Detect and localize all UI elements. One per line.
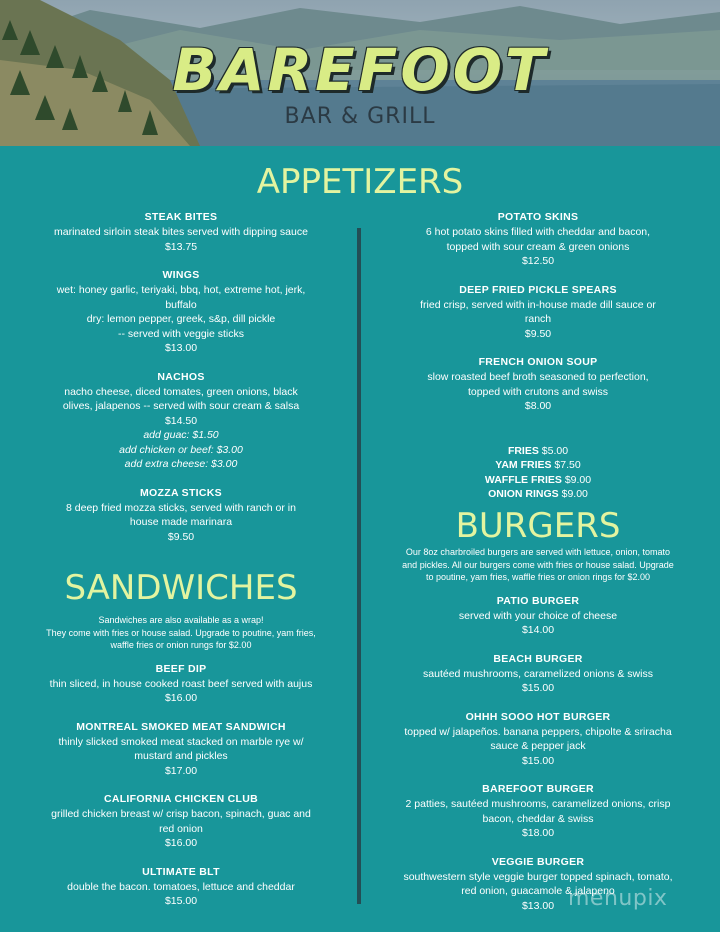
menu-item xyxy=(372,652,704,696)
item-name: POTATO SKINS xyxy=(497,211,579,223)
item-price: $13.00 xyxy=(164,342,198,354)
item-desc: olives, jalapenos -- served with sour cream & salsa xyxy=(62,400,300,412)
menu-item xyxy=(16,720,346,779)
item-price: $15.00 xyxy=(521,754,555,767)
note-line: Our 8oz charbroiled burgers are served with lettuce, onion, tomato xyxy=(405,547,671,557)
burgers-note xyxy=(372,546,704,584)
menu-item xyxy=(22,210,340,254)
item-price: $14.50 xyxy=(164,414,198,427)
side-name: ONION RINGS xyxy=(488,488,559,500)
item-name: OHHH SOOO HOT BURGER xyxy=(465,710,611,723)
item-desc: slow roasted beef broth seasoned to perfection, xyxy=(427,371,649,383)
item-desc: fried crisp, served with in-house made dill sauce or xyxy=(420,298,656,311)
item-price: $14.00 xyxy=(521,624,555,636)
item-name: FRENCH ONION SOUP xyxy=(478,356,598,368)
item-price: $13.00 xyxy=(521,899,555,912)
item-desc: 8 deep fried mozza sticks, served with ranch or in xyxy=(66,501,296,514)
item-desc: southwestern style veggie burger topped spinach, tomato, xyxy=(403,870,673,883)
side-name: WAFFLE FRIES xyxy=(484,473,562,486)
item-extra: add extra cheese: $3.00 xyxy=(124,458,238,470)
side-price: $5.00 xyxy=(541,444,569,457)
item-desc: bacon, cheddar & swiss xyxy=(482,812,594,825)
menu-item xyxy=(22,268,340,356)
item-price: $9.50 xyxy=(524,327,552,340)
item-desc: buffalo xyxy=(165,298,197,311)
side-item xyxy=(378,473,698,488)
burgers-title: BURGERS xyxy=(455,506,621,546)
item-desc: ranch xyxy=(524,313,552,325)
item-extra: add chicken or beef: $3.00 xyxy=(119,443,243,456)
header-banner xyxy=(0,0,720,146)
item-desc: mustard and pickles xyxy=(134,750,228,762)
item-desc: sauce & pepper jack xyxy=(490,740,586,752)
appetizers-left-column xyxy=(22,210,340,544)
item-desc: thin sliced, in house cooked roast beef served with aujus xyxy=(49,677,313,690)
sandwiches-title: SANDWICHES xyxy=(64,568,298,608)
menu-item xyxy=(16,792,346,851)
item-desc: wet: honey garlic, teriyaki, bbq, hot, extreme hot, jerk, xyxy=(56,284,306,296)
item-desc: sautéed mushrooms, caramelized onions & swiss xyxy=(423,667,653,680)
item-name: MONTREAL SMOKED MEAT SANDWICH xyxy=(76,720,286,733)
sides-list xyxy=(378,444,698,502)
menu-item xyxy=(378,210,698,269)
item-price: $16.00 xyxy=(164,837,198,849)
item-name: NACHOS xyxy=(157,370,205,383)
item-price: $12.50 xyxy=(521,255,555,267)
item-desc: red onion xyxy=(159,822,203,835)
burgers-column xyxy=(372,546,704,913)
item-desc: served with your choice of cheese xyxy=(458,609,618,622)
side-price: $9.00 xyxy=(564,473,592,486)
sandwiches-note xyxy=(16,614,346,652)
item-price: $17.00 xyxy=(164,764,198,777)
menu-item xyxy=(22,486,340,545)
side-item xyxy=(378,487,698,502)
item-name: MOZZA STICKS xyxy=(140,486,222,499)
item-price: $13.75 xyxy=(164,240,198,253)
brand-subtitle: BAR & GRILL xyxy=(284,104,436,129)
menu-item xyxy=(378,283,698,342)
menu-item xyxy=(22,370,340,472)
note-line: They come with fries or house salad. Upgrade to poutine, yam fries, xyxy=(46,627,316,638)
menu-item xyxy=(378,355,698,414)
item-desc: house made marinara xyxy=(129,516,233,528)
item-price: $15.00 xyxy=(164,895,198,907)
item-price: $16.00 xyxy=(164,692,198,704)
item-name: CALIFORNIA CHICKEN CLUB xyxy=(103,793,259,805)
item-desc: 6 hot potato skins filled with cheddar and bacon, xyxy=(425,226,651,238)
menu-item xyxy=(16,662,346,706)
side-price: $9.00 xyxy=(561,488,588,500)
item-desc: dry: lemon pepper, greek, s&p, dill pickle xyxy=(86,313,276,325)
item-name: DEEP FRIED PICKLE SPEARS xyxy=(459,283,617,296)
item-extra: add guac: $1.50 xyxy=(143,429,219,441)
item-name: WINGS xyxy=(162,269,200,281)
side-price: $7.50 xyxy=(554,459,581,471)
item-desc: marinated sirloin steak bites served with dipping sauce xyxy=(54,226,308,238)
item-price: $15.00 xyxy=(521,682,555,694)
column-divider xyxy=(357,228,361,904)
item-name: ULTIMATE BLT xyxy=(142,865,220,878)
item-name: VEGGIE BURGER xyxy=(491,855,585,868)
menu-item xyxy=(372,782,704,841)
item-desc: thinly slicked smoked meat stacked on marble rye w/ xyxy=(58,735,304,748)
item-desc: nacho cheese, diced tomates, green onions, black xyxy=(64,385,298,398)
item-price: $18.00 xyxy=(521,827,555,839)
side-name: FRIES xyxy=(507,444,539,457)
note-line: to poutine, yam fries, waffle fries or onion rings for $2.00 xyxy=(426,572,650,582)
item-desc: grilled chicken breast w/ crisp bacon, spinach, guac and xyxy=(51,808,311,820)
item-name: BEEF DIP xyxy=(155,662,207,675)
item-desc: topped with sour cream & green onions xyxy=(446,240,630,253)
side-name: YAM FRIES xyxy=(495,459,552,471)
appetizers-right-column xyxy=(378,210,698,502)
item-name: STEAK BITES xyxy=(144,211,218,223)
side-item xyxy=(378,444,698,459)
note-line: waffle fries or onion rungs for $2.00 xyxy=(110,640,252,650)
item-name: BEACH BURGER xyxy=(493,652,583,665)
side-item xyxy=(378,458,698,473)
item-desc: topped w/ jalapeños. banana peppers, chipolte & sriracha xyxy=(404,725,672,738)
menu-item xyxy=(16,865,346,909)
menu-item xyxy=(372,710,704,769)
brand-title: BAREFOOT xyxy=(172,36,548,104)
item-desc: 2 patties, sautéed mushrooms, caramelized onions, crisp xyxy=(405,798,671,810)
item-name: PATIO BURGER xyxy=(496,594,580,607)
menupix-watermark: menupix xyxy=(568,886,668,911)
item-desc: double the bacon. tomatoes, lettuce and cheddar xyxy=(67,880,295,893)
appetizers-title: APPETIZERS xyxy=(256,162,464,202)
note-line: Sandwiches are also available as a wrap! xyxy=(98,615,264,625)
menu-item xyxy=(372,594,704,638)
item-desc: -- served with veggie sticks xyxy=(117,327,245,340)
note-line: and pickles. All our burgers come with fries or house salad. Upgrade xyxy=(402,559,674,570)
item-desc: topped with crutons and swiss xyxy=(467,385,609,398)
item-desc: red onion, guacamole & jalapeno xyxy=(461,885,615,897)
sandwiches-column xyxy=(16,614,346,909)
item-price: $9.50 xyxy=(167,530,195,543)
item-price: $8.00 xyxy=(524,400,552,412)
item-name: BAREFOOT BURGER xyxy=(482,783,594,795)
